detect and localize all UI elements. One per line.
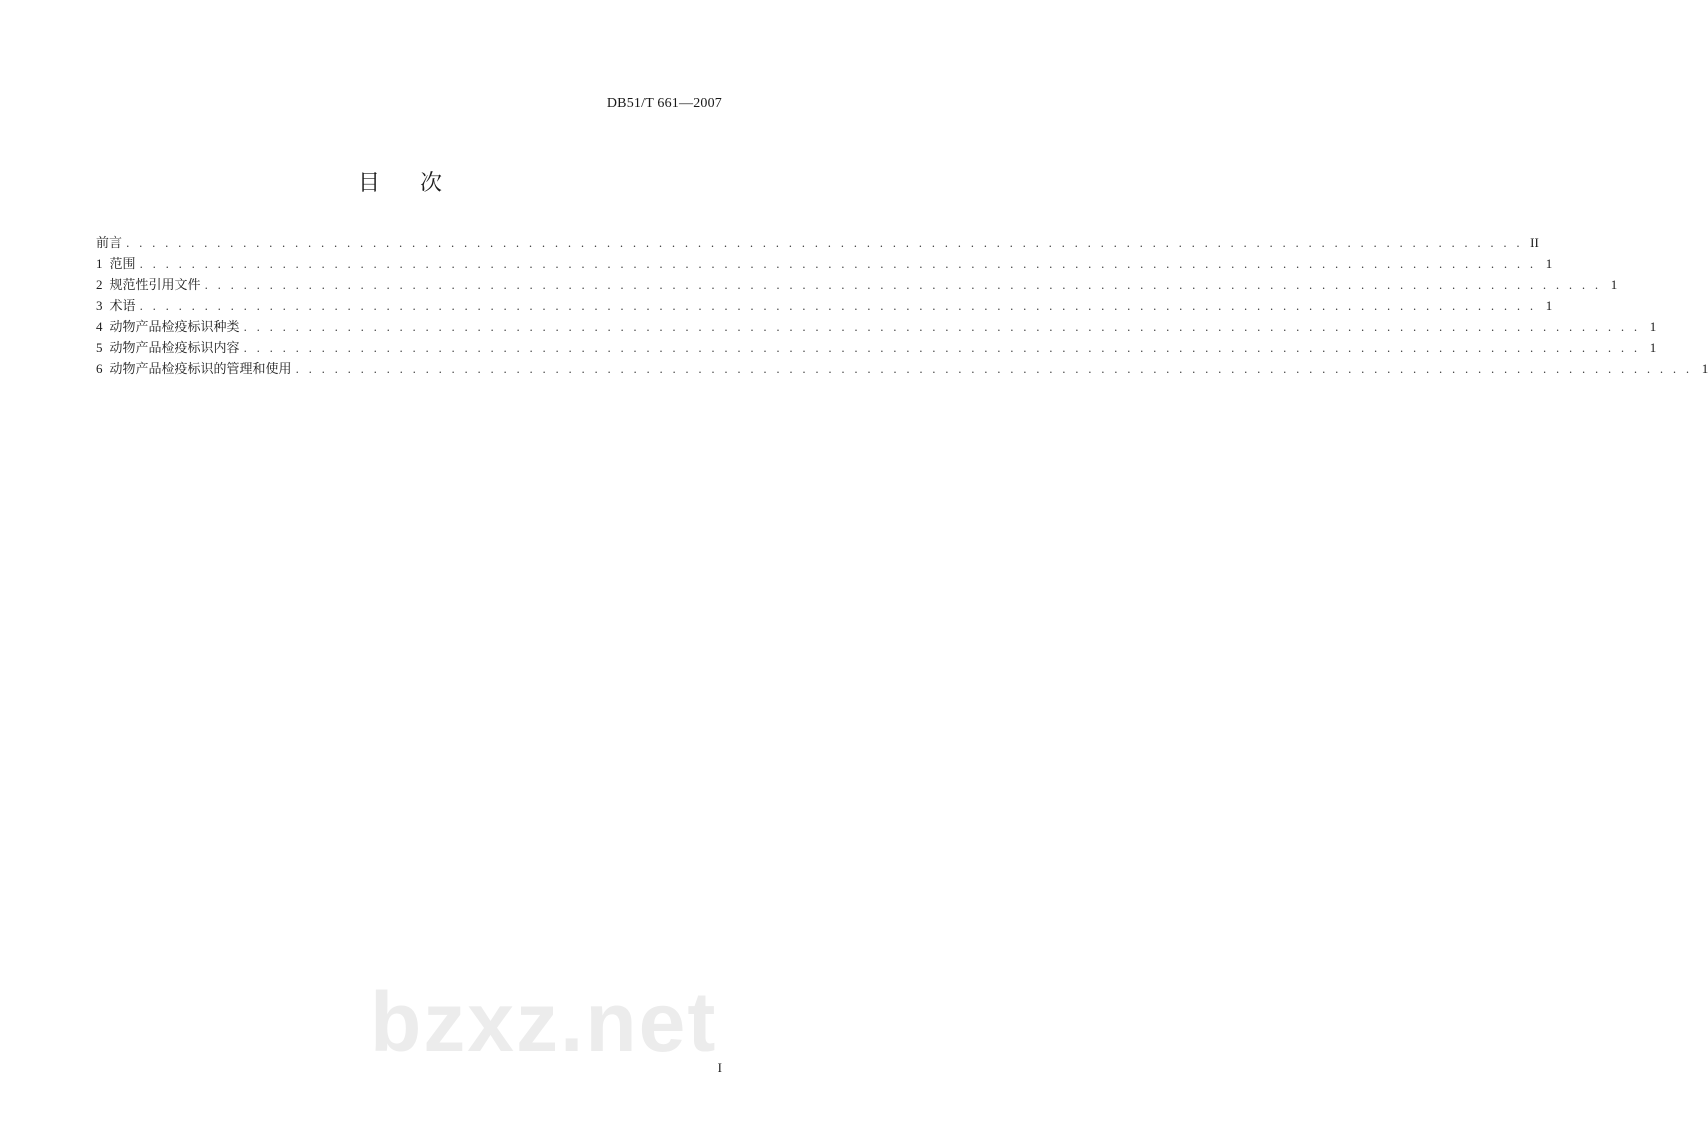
toc-entry-5[interactable] [96,337,1657,358]
toc-entry-6[interactable] [96,358,1708,379]
toc-leader-dots: . . . . . . . . . . . . . . . . . . . . . . . . . . . . . . . . . . . . . . . . . . . . . . . . . . . . . . . . . . . . . . . . . . . . . . . . . . . . . . . . . . . . . . . . . . . . . . . . . . . . . . . . . . . . [126,237,1523,250]
toc-leader-dots: . . . . . . . . . . . . . . . . . . . . . . . . . . . . . . . . . . . . . . . . . . . . . . . . . . . . . . . . . . . . . . . . . . . . . . . . . . . . . . . . . . . . . . . . . . . . . . . . . . . . . . . . . . . . [139,258,1537,271]
toc-entry-number: 2 [96,277,103,292]
toc-entry-label: 术语 [109,299,136,314]
toc-entry-number: 3 [96,298,103,313]
standard-code: DB51/T 661—2007 [606,96,722,111]
toc-leader-dots: . . . . . . . . . . . . . . . . . . . . . . . . . . . . . . . . . . . . . . . . . . . . . . . . . . . . . . . . . . . . . . . . . . . . . . . . . . . . . . . . . . . . . . . . . . . . . . . . . . . . . . . . . . . . [204,279,1602,292]
toc-entry-number: 6 [96,361,103,376]
table-of-contents [96,232,1708,379]
toc-entry-4[interactable] [96,316,1657,337]
toc-leader-dots: . . . . . . . . . . . . . . . . . . . . . . . . . . . . . . . . . . . . . . . . . . . . . . . . . . . . . . . . . . . . . . . . . . . . . . . . . . . . . . . . . . . . . . . . . . . . . . . . . . . . . . . . . . . . [243,321,1641,334]
watermark: bzxz.net [370,975,718,1069]
page-number: I [717,1060,722,1075]
page-title: 目次 [357,171,482,196]
toc-entry-label: 规范性引用文件 [109,278,201,293]
toc-leader-dots: . . . . . . . . . . . . . . . . . . . . . . . . . . . . . . . . . . . . . . . . . . . . . . . . . . . . . . . . . . . . . . . . . . . . . . . . . . . . . . . . . . . . . . . . . . . . . . . . . . . . . . . . . . . . [243,342,1641,355]
toc-entry-page: 1 [1649,340,1657,355]
toc-entry-number: 4 [96,319,103,334]
toc-entry-label: 前言 [96,236,123,251]
toc-entry-page: 1 [1545,256,1553,271]
toc-entry-number: 1 [96,256,103,271]
toc-entry-label: 动物产品检疫标识的管理和使用 [109,362,292,377]
toc-entry-label: 范围 [109,257,136,272]
toc-entry-page: 1 [1649,319,1657,334]
toc-leader-dots: . . . . . . . . . . . . . . . . . . . . . . . . . . . . . . . . . . . . . . . . . . . . . . . . . . . . . . . . . . . . . . . . . . . . . . . . . . . . . . . . . . . . . . . . . . . . . . . . . . . . . . . . . . . . [139,300,1537,313]
toc-entry-3[interactable] [96,295,1553,316]
toc-entry-label: 动物产品检疫标识种类 [109,320,240,335]
toc-entry-number: 5 [96,340,103,355]
toc-leader-dots: . . . . . . . . . . . . . . . . . . . . . . . . . . . . . . . . . . . . . . . . . . . . . . . . . . . . . . . . . . . . . . . . . . . . . . . . . . . . . . . . . . . . . . . . . . . . . . . . . . . . . . . . . . . . [295,363,1693,376]
toc-entry-page: 1 [1701,361,1708,376]
toc-entry-2[interactable] [96,274,1618,295]
toc-entry-page: II [1530,235,1539,250]
toc-entry-preface[interactable] [96,232,1539,253]
toc-entry-page: 1 [1545,298,1553,313]
toc-entry-label: 动物产品检疫标识内容 [109,341,240,356]
toc-entry-1[interactable] [96,253,1553,274]
toc-entry-page: 1 [1610,277,1618,292]
